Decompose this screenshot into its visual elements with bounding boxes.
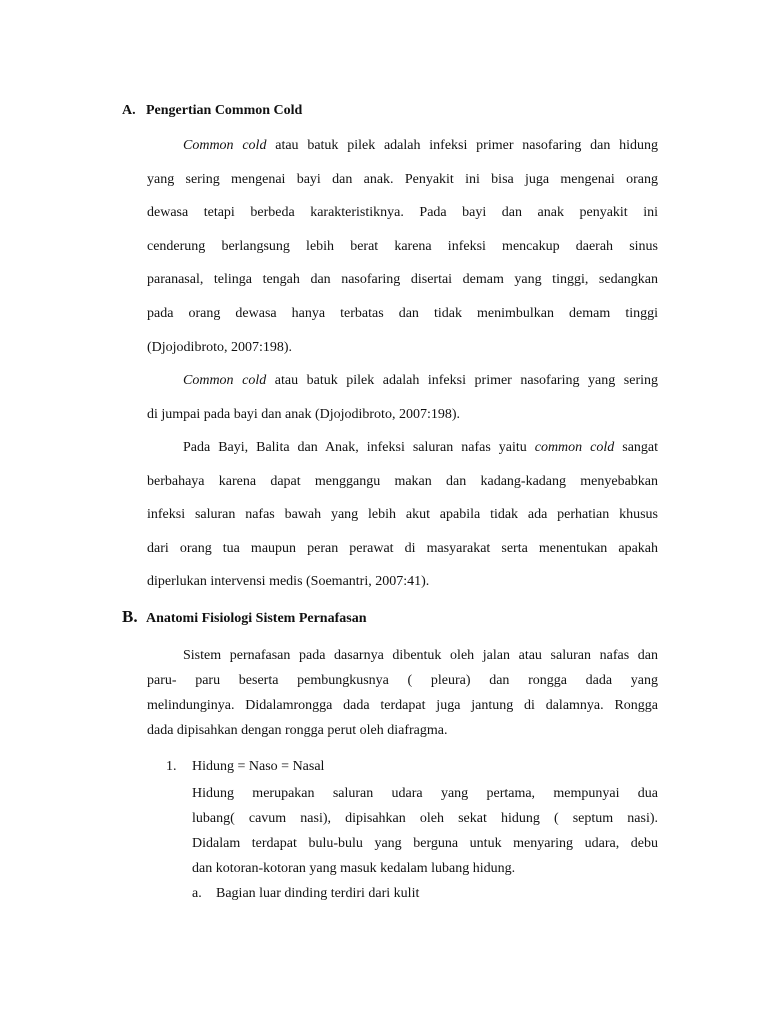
section-b-paragraph-1 [147, 643, 658, 743]
paragraph-line: paru- paru beserta pembungkusnya ( pleura) dan rongga dada yang [147, 673, 658, 688]
section-a-title: Pengertian Common Cold [146, 103, 303, 118]
sub-list-letter: a. [192, 886, 202, 901]
line-text: atau batuk pilek adalah infeksi primer nasofaring dan hidung [266, 138, 659, 153]
paragraph-line: infeksi saluran nafas bawah yang lebih akut apabila tidak ada perhatian khusus [147, 507, 658, 523]
list-item-hidung [166, 759, 324, 775]
paragraph-line: lubang( cavum nasi), dipisahkan oleh sekat hidung ( septum nasi). [192, 811, 658, 826]
paragraph-line: Sistem pernafasan pada dasarnya dibentuk oleh jalan atau saluran nafas dan [183, 648, 658, 663]
paragraph-line: berbahaya karena dapat menggangu makan dan kadang-kadang menyebabkan [147, 473, 658, 489]
paragraph-line: dada dipisahkan dengan rongga perut oleh diafragma. [147, 723, 448, 738]
emphasis-term: common cold [534, 440, 615, 455]
section-b-letter: B. [122, 607, 138, 626]
section-a-paragraph-3 [147, 431, 658, 599]
hidung-description [192, 781, 658, 881]
paragraph-line: diperlukan intervensi medis (Soemantri, 2007:41). [147, 574, 430, 590]
paragraph-line: cenderung berlangsung lebih berat karena infeksi mencakup daerah sinus [147, 238, 658, 254]
line-text: Pada Bayi, Balita dan Anak, infeksi saluran nafas yaitu [183, 440, 535, 455]
emphasis-term: Common cold [183, 138, 267, 153]
sub-list-text: Bagian luar dinding terdiri dari kulit [216, 886, 420, 901]
paragraph-line: Hidung merupakan saluran udara yang pertama, mempunyai dua [192, 786, 658, 801]
section-b-title: Anatomi Fisiologi Sistem Pernafasan [146, 611, 367, 626]
paragraph-line: dewasa tetapi berbeda karakteristiknya. Pada bayi dan anak penyakit ini [147, 205, 658, 221]
paragraph-line: di jumpai pada bayi dan anak (Djojodibroto, 2007:198). [147, 406, 460, 422]
paragraph-line: dari orang tua maupun peran perawat di masyarakat serta menentukan apakah [147, 540, 658, 556]
list-number: 1. [166, 759, 177, 774]
paragraph-line: Didalam terdapat bulu-bulu yang berguna untuk menyaring udara, debu [192, 836, 658, 851]
section-b-heading [122, 607, 367, 627]
paragraph-line: dan kotoran-kotoran yang masuk kedalam lubang hidung. [192, 861, 516, 876]
paragraph-line [147, 129, 658, 163]
paragraph-line: melindunginya. Didalamrongga dada terdapat juga jantung di dalamnya. Rongga [147, 698, 658, 713]
sub-list-item-a [192, 886, 419, 902]
section-a-heading [122, 103, 302, 119]
paragraph-line: yang sering mengenai bayi dan anak. Penyakit ini bisa juga mengenai orang [147, 171, 658, 187]
paragraph-line: paranasal, telinga tengah dan nasofaring disertai demam yang tinggi, sedangkan [147, 272, 658, 288]
list-item-title: Hidung = Naso = Nasal [192, 759, 325, 774]
line-text: sangat [614, 440, 659, 455]
emphasis-term: Common cold [183, 373, 267, 388]
section-a-paragraph-1 [147, 129, 658, 364]
paragraph-line: pada orang dewasa hanya terbatas dan tidak menimbulkan demam tinggi [147, 305, 658, 321]
section-a-paragraph-2 [147, 364, 658, 431]
paragraph-line: (Djojodibroto, 2007:198). [147, 339, 293, 355]
section-a-letter: A. [122, 103, 136, 118]
line-text: atau batuk pilek adalah infeksi primer nasofaring yang sering [266, 373, 658, 388]
paragraph-line [147, 364, 658, 398]
paragraph-line [147, 431, 658, 465]
